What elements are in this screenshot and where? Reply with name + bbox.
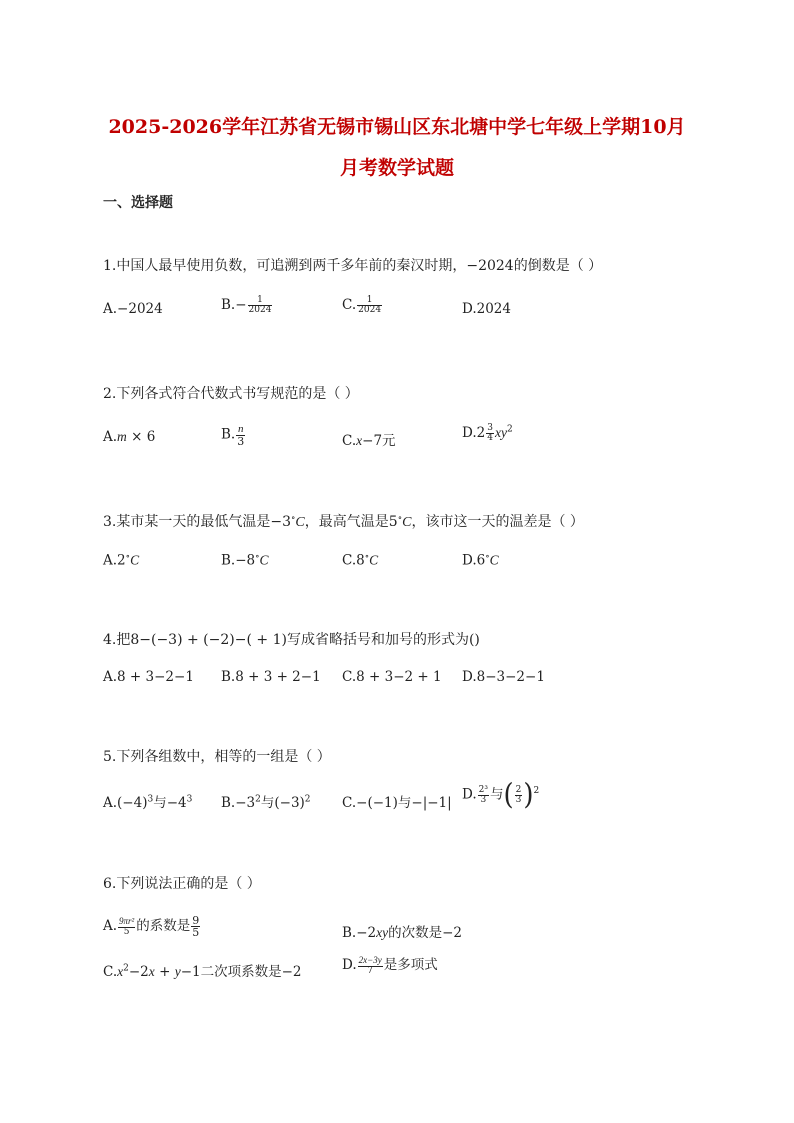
q3-option-b: B.−8∘C [221, 552, 269, 569]
question-2-stem: 2.下列各式符合代数式书写规范的是（ ） [103, 386, 359, 402]
q4-option-b: B.8 + 3 + 2−1 [221, 669, 321, 685]
q3-option-c: C.8∘C [342, 552, 379, 569]
question-5-stem: 5.下列各组数中，相等的一组是（ ） [103, 749, 331, 765]
q4-option-d: D.8−3−2−1 [462, 669, 545, 685]
q6-d-fraction: $\frac{2x-3y}{7}$ [358, 954, 382, 976]
q5-option-a: $A.(-4)^3$与$-4^3$ [103, 794, 193, 811]
q6-option-d: D. $\frac{2x-3y}{7}$ 是多项式 [342, 954, 438, 976]
q5-option-c: C.−(−1)与−|−1| [342, 795, 452, 811]
q5-d-fraction-2: $\frac{2}{3}$ [515, 784, 522, 805]
q1-option-b: B.− $\frac{1}{2024}$ [221, 295, 272, 315]
q6-option-a: A. $\frac{\text{9πr²}}{5}$ 的系数是 $\frac{9}{5}$ [103, 914, 200, 939]
q3-option-a: A.2∘C [103, 552, 140, 569]
q5-d-fraction-1: $\frac{\text{2³}}{3}$ [478, 784, 488, 805]
q6-a-fraction-1: $\frac{\text{9πr²}}{5}$ [119, 915, 135, 937]
q2-option-a: A.m × 6 [103, 429, 156, 445]
question-3-stem: 3.某市某一天的最低气温是−3∘C，最高气温是5∘C，该市这一天的温差是（ ） [103, 513, 584, 530]
q1-option-a: A.−2024 [103, 301, 163, 317]
q3-option-d: D.6∘C [462, 552, 499, 569]
q1-option-d: D.2024 [462, 301, 511, 317]
section-heading: 一、选择题 [103, 195, 173, 211]
q4-option-a: A.8 + 3−2−1 [103, 669, 194, 685]
question-6-stem: 6.下列说法正确的是（ ） [103, 876, 261, 892]
q5-option-b: $B.-3^2$与$(-3)^2$ [221, 794, 311, 811]
q6-option-b: B.−2xy的次数是−2 [342, 925, 463, 941]
q2-option-c: C.x−7元 [342, 433, 396, 449]
q6-a-fraction-2: $\frac{9}{5}$ [192, 914, 200, 939]
q2-option-d: D.2 $\frac{3}{4}$ $xy^2$ [462, 423, 513, 443]
question-4-stem: 4.把8−(−3) + (−2)−( + 1)写成省略括号和加号的形式为() [103, 632, 480, 648]
title-line-1: 2025-2026学年江苏省无锡市锡山区东北塘中学七年级上学期10月 [108, 116, 686, 138]
q6-option-c: $C.x^2-2x + y-1$二次项系数是−2 [103, 963, 302, 980]
q1-c-fraction: $\frac{1}{2024}$ [358, 295, 382, 315]
q2-option-b: B. $\frac{n}{3}$ [221, 423, 245, 448]
q1-b-fraction: $\frac{1}{2024}$ [248, 295, 272, 315]
q4-option-c: C.8 + 3−2 + 1 [342, 669, 442, 685]
q2-b-fraction: $\frac{n}{3}$ [237, 423, 245, 448]
question-1-stem: 1.中国人最早使用负数，可追溯到两千多年前的秦汉时期，−2024的倒数是（ ） [103, 258, 603, 274]
q1-option-c: C. $\frac{1}{2024}$ [342, 295, 382, 315]
title-line-2: 月考数学试题 [339, 157, 454, 179]
q2-d-fraction: $\frac{3}{4}$ [487, 423, 493, 443]
q5-option-d: D. $\frac{\text{2³}}{3}$ 与( $\frac{2}{3}$ )$^2$ [462, 778, 540, 812]
